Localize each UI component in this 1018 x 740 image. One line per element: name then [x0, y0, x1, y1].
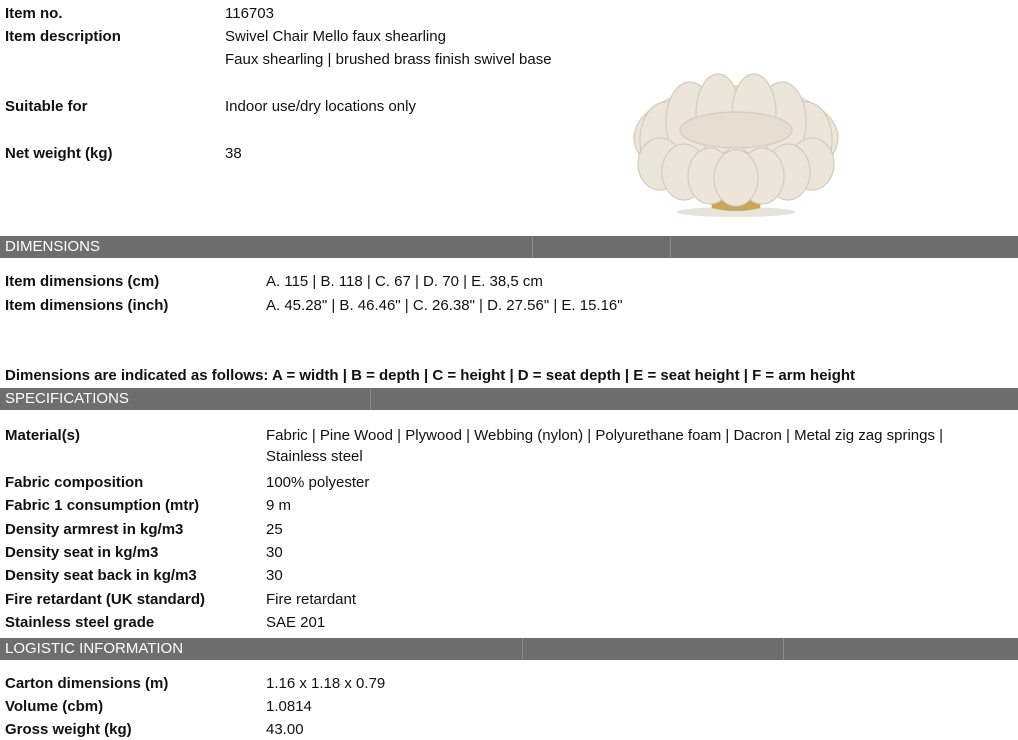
section-header-dimensions — [0, 236, 1018, 258]
logistic-value: 43.00 — [266, 721, 304, 738]
spec-label: Fabric 1 consumption (mtr) — [5, 497, 200, 514]
dimensions-legend-note: Dimensions are indicated as follows: A = width | B = depth | C = height | D = seat depth | E = seat height | F = arm height — [5, 367, 856, 384]
spec-label: Stainless steel grade — [5, 614, 155, 631]
net-weight-value: 38 — [225, 145, 242, 162]
item-description-line2: Faux shearling | brushed brass finish swivel base — [225, 51, 552, 68]
spec-value: 30 — [266, 544, 283, 561]
spec-value: 100% polyester — [266, 474, 370, 491]
logistic-value: 1.0814 — [266, 698, 312, 715]
materials-label: Material(s) — [5, 427, 81, 444]
item-dimensions-inch-value: A. 45.28" | B. 46.46" | C. 26.38" | D. 27.56" | E. 15.16" — [266, 297, 623, 314]
logistic-value: 1.16 x 1.18 x 0.79 — [266, 675, 386, 692]
item-no-value: 116703 — [225, 5, 274, 22]
section-header-specifications — [0, 388, 1018, 410]
logistic-label: Carton dimensions (m) — [5, 675, 169, 692]
net-weight-label: Net weight (kg) — [5, 145, 113, 162]
spec-value: 9 m — [266, 497, 292, 514]
item-dimensions-inch-label: Item dimensions (inch) — [5, 297, 169, 314]
logistic-label: Gross weight (kg) — [5, 721, 132, 738]
section-title-dimensions: DIMENSIONS — [5, 238, 101, 255]
spec-value: Fire retardant — [266, 591, 357, 608]
header-divider — [370, 388, 371, 410]
section-header-logistics — [0, 638, 1018, 660]
product-image — [626, 68, 846, 218]
spec-value: 30 — [266, 567, 283, 584]
spec-label: Fire retardant (UK standard) — [5, 591, 206, 608]
item-description-line1: Swivel Chair Mello faux shearling — [225, 28, 446, 45]
spec-label: Density armrest in kg/m3 — [5, 521, 184, 538]
suitable-for-label: Suitable for — [5, 98, 88, 115]
section-title-specifications: SPECIFICATIONS — [5, 390, 129, 407]
header-divider — [532, 236, 533, 258]
header-divider — [670, 236, 671, 258]
spec-label: Density seat back in kg/m3 — [5, 567, 197, 584]
spec-value: SAE 201 — [266, 614, 326, 631]
header-divider — [783, 638, 784, 660]
item-dimensions-cm-value: A. 115 | B. 118 | C. 67 | D. 70 | E. 38,5 cm — [266, 273, 543, 290]
header-divider — [522, 638, 523, 660]
section-title-logistics: LOGISTIC INFORMATION — [5, 640, 184, 657]
item-no-label: Item no. — [5, 5, 63, 22]
spec-label: Density seat in kg/m3 — [5, 544, 159, 561]
materials-value-line2: Stainless steel — [266, 448, 363, 465]
spec-value: 25 — [266, 521, 283, 538]
spec-label: Fabric composition — [5, 474, 144, 491]
item-description-label: Item description — [5, 28, 121, 45]
logistic-label: Volume (cbm) — [5, 698, 104, 715]
suitable-for-value: Indoor use/dry locations only — [225, 98, 416, 115]
item-dimensions-cm-label: Item dimensions (cm) — [5, 273, 160, 290]
materials-value-line1: Fabric | Pine Wood | Plywood | Webbing (nylon) | Polyurethane foam | Dacron | Metal zig zag springs | — [266, 427, 944, 444]
